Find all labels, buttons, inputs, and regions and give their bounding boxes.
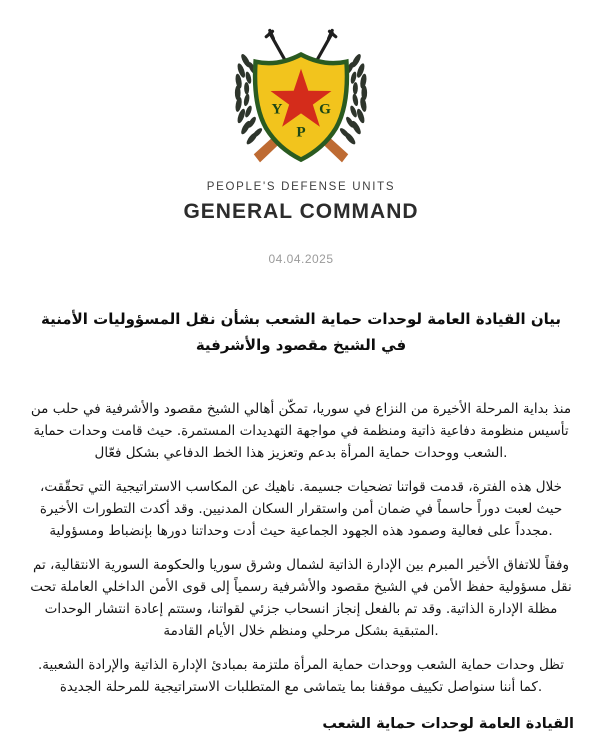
ypg-emblem-icon [225, 26, 377, 165]
statement-paragraph-1: منذ بداية المرحلة الأخيرة من النزاع في سوريا، تمكّن أهالي الشيخ مقصود والأشرفية في حلب من تأسيس منظومة دفاعية ذاتية ومنظمة في مواجهة التهديدات المستمرة. حيث قامت وحدات حماية الشعب ووحدات حماية المرأة بدعم وتعزيز هذا الخط الدفاعي بشكل فعّال. [30, 401, 572, 461]
statement-title: بيان القيادة العامة لوحدات حماية الشعب بشأن نقل المسؤوليات الأمنية في الشيخ مقصود والأشرفية [40, 310, 562, 354]
command-title: GENERAL COMMAND [183, 200, 419, 223]
emblem-letter-p: P [296, 124, 306, 141]
signature: القيادة العامة لوحدات حماية الشعب [322, 716, 574, 732]
statement-paragraph-3: وفقاً للاتفاق الأخير المبرم بين الإدارة الذاتية لشمال وشرق سوريا والحكومة السورية الانتقالية، تم نقل مسؤولية حفظ الأمن في الشيخ مقصود والأشرفية رسمياً إلى قوى الأمن الداخلي العاملة تحت مظلة الإدارة الذاتية. وقد تم بالفعل إنجاز انسحاب جزئي لقواتنا، وستتم إعادة انتشار الوحدات المتبقية بشكل مرحلي ومنظم خلال الأيام القادمة. [30, 557, 572, 639]
statement-paragraph-2: خلال هذه الفترة، قدمت قواتنا تضحيات جسيمة. ناهيك عن المكاسب الاستراتيجية التي تحقّقت، حيث لعبت دوراً حاسماً في ضمان أمن واستقرار السكان المدنيين. وقد أكدت التطورات الأخيرة مجدداً على فعالية وصمود هذه الجهود الجماعية حيث أدت وحداتنا دورها بإنضباط ومسؤولية. [39, 479, 563, 539]
statement-date: 04.04.2025 [268, 252, 334, 266]
emblem-letter-g: G [319, 101, 331, 118]
org-emblem [0, 26, 602, 165]
header [0, 0, 602, 266]
org-name: PEOPLE'S DEFENSE UNITS [206, 181, 396, 193]
emblem-letter-y: Y [271, 101, 283, 118]
statement-body [0, 306, 602, 732]
statement-paragraph-4: تظل وحدات حماية الشعب ووحدات حماية المرأة ملتزمة بمبادئ الإدارة الذاتية والإرادة الشعبية. كما أننا سنواصل تكييف موقفنا بما يتماشى مع المتطلبات الاستراتيجية للمرحلة الجديدة. [37, 657, 565, 695]
